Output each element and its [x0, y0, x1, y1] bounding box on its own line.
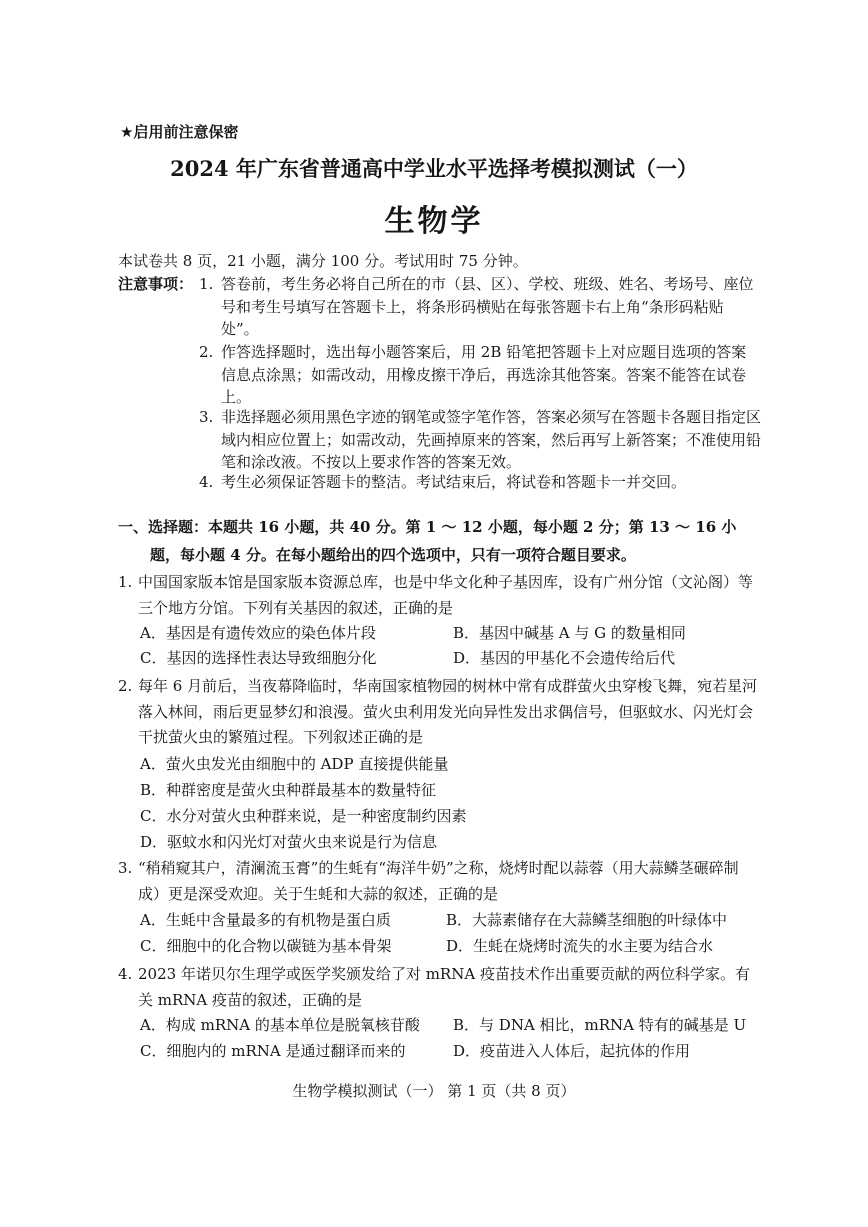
- question-2-option-a: A．萤火虫发光由细胞中的 ADP 直接提供能量: [140, 755, 449, 773]
- notice-item-text: 答卷前，考生务必将自己所在的市（县、区）、学校、班级、姓名、考场号、座位号和考生号填写在答题卡上，将条形码横贴在每张答题卡右上角“条形码粘贴处”。: [221, 275, 754, 338]
- question-1-option-d: D．基因的甲基化不会遗传给后代: [453, 649, 676, 667]
- question-stem: 2023 年诺贝尔生理学或医学奖颁发给了对 mRNA 疫苗技术作出重要贡献的两位科学家。有关 mRNA 疫苗的叙述，正确的是: [138, 965, 750, 1009]
- question-3-option-a: A．生蚝中含量最多的有机物是蛋白质: [140, 911, 391, 929]
- question-2-option-b: B．种群密度是萤火虫种群最基本的数量特征: [140, 781, 437, 799]
- notice-item: [199, 341, 761, 409]
- notice-item-text: 非选择题必须用黑色字迹的钢笔或签字笔作答，答案必须写在答题卡各题目指定区域内相应位置上；如需改动，先画掉原来的答案，然后再写上新答案；不准使用铅笔和涂改液。不按以上要求作答的答案无效。: [221, 408, 762, 471]
- exam-title: 2024 年广东省普通高中学业水平选择考模拟测试（一）: [170, 156, 698, 181]
- question-2-option-c: C．水分对萤火虫种群来说，是一种密度制约因素: [140, 807, 467, 825]
- notice-item-text: 考生必须保证答题卡的整洁。考试结束后，将试卷和答题卡一并交回。: [221, 473, 687, 491]
- question-number: 3.: [118, 859, 133, 877]
- notice-item: [199, 471, 761, 494]
- notice-item-number: 1.: [199, 275, 214, 293]
- notice-item-number: 4.: [199, 473, 214, 491]
- question-4-option-d: D．疫苗进入人体后，起抗体的作用: [453, 1042, 691, 1060]
- question-stem: 中国国家版本馆是国家版本资源总库，也是中华文化种子基因库，设有广州分馆（文沁阁）等三个地方分馆。下列有关基因的叙述，正确的是: [138, 573, 754, 617]
- notice-item-number: 2.: [199, 343, 214, 361]
- question-1: [118, 570, 758, 621]
- question-2: [118, 674, 758, 751]
- notice-label: 注意事项：: [118, 275, 194, 293]
- question-1-option-b: B．基因中碱基 A 与 G 的数量相同: [453, 624, 686, 642]
- question-4: [118, 962, 758, 1013]
- question-3: [118, 856, 758, 907]
- question-1-option-c: C．基因的选择性表达导致细胞分化: [140, 649, 377, 667]
- question-number: 4.: [118, 965, 133, 983]
- confidential-notice: ★启用前注意保密: [120, 123, 239, 141]
- notice-item-number: 3.: [199, 408, 214, 426]
- notice-item: [199, 406, 762, 474]
- question-4-option-a: A．构成 mRNA 的基本单位是脱氧核苷酸: [140, 1016, 420, 1034]
- section-heading-line1: 一、选择题：本题共 16 小题，共 40 分。第 1 ～ 12 小题，每小题 2 分；第 13 ～ 16 小: [118, 518, 737, 536]
- question-number: 1.: [118, 573, 133, 591]
- question-stem: “稍稍窥其户，清澜流玉膏”的生蚝有“海洋牛奶”之称，烧烤时配以蒜蓉（用大蒜鳞茎碾碎制成）更是深受欢迎。关于生蚝和大蒜的叙述，正确的是: [138, 859, 739, 903]
- question-2-option-d: D．驱蚊水和闪光灯对萤火虫来说是行为信息: [140, 833, 438, 851]
- section-heading-line2: 题，每小题 4 分。在每小题给出的四个选项中，只有一项符合题目要求。: [150, 546, 636, 564]
- question-stem: 每年 6 月前后，当夜幕降临时，华南国家植物园的树林中常有成群萤火虫穿梭飞舞，宛若星河落入林间，雨后更显梦幻和浪漫。萤火虫利用发光向异性发出求偶信号，但驱蚊水、闪光灯会干扰萤火虫的繁殖过程。下列叙述正确的是: [138, 677, 758, 746]
- exam-intro: 本试卷共 8 页，21 小题，满分 100 分。考试用时 75 分钟。: [118, 252, 528, 270]
- question-3-option-d: D．生蚝在烧烤时流失的水主要为结合水: [446, 937, 714, 955]
- section-heading: [118, 513, 758, 569]
- page-footer: 生物学模拟测试（一） 第 1 页（共 8 页）: [292, 1082, 576, 1100]
- question-4-option-c: C．细胞内的 mRNA 是通过翻译而来的: [140, 1042, 406, 1060]
- question-4-option-b: B．与 DNA 相比，mRNA 特有的碱基是 U: [453, 1016, 747, 1034]
- question-3-option-c: C．细胞中的化合物以碳链为基本骨架: [140, 937, 392, 955]
- subject-title: 生物学: [384, 204, 484, 239]
- question-1-option-a: A．基因是有遗传效应的染色体片段: [140, 624, 376, 642]
- notice-item-text: 作答选择题时，选出每小题答案后，用 2B 铅笔把答题卡上对应题目选项的答案信息点涂黑；如需改动，用橡皮擦干净后，再选涂其他答案。答案不能答在试卷上。: [221, 343, 747, 406]
- question-3-option-b: B．大蒜素储存在大蒜鳞茎细胞的叶绿体中: [446, 911, 728, 929]
- notice-item: [199, 273, 761, 341]
- question-number: 2.: [118, 677, 133, 695]
